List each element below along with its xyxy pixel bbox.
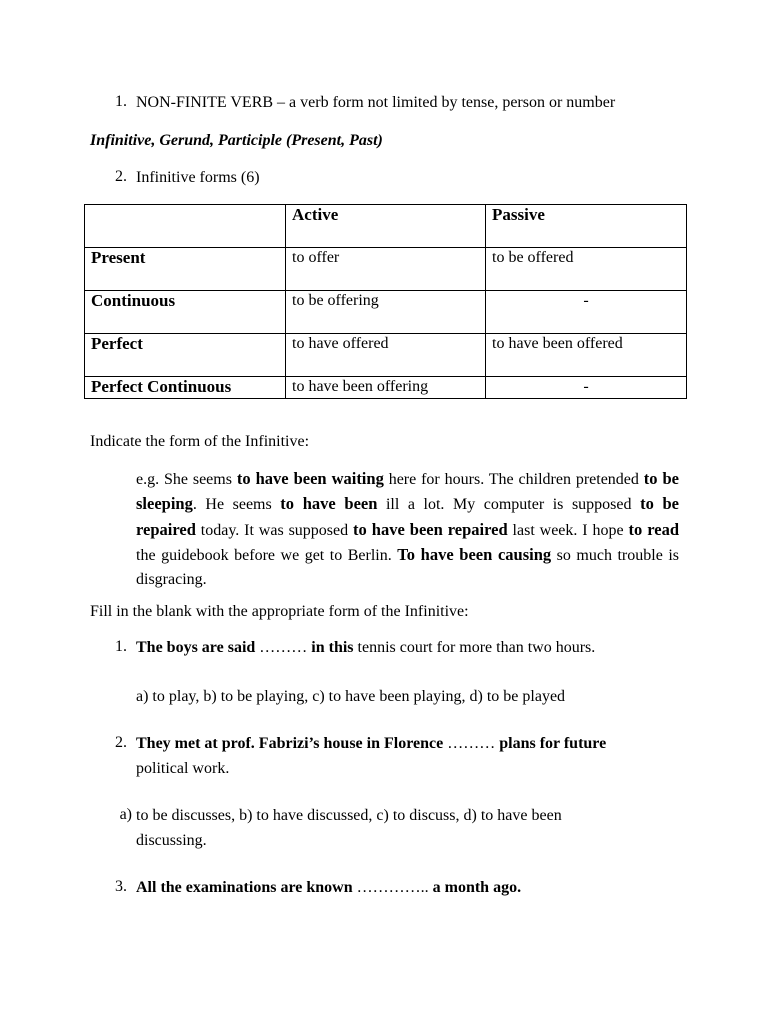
- active-cell: to have been offering: [286, 377, 486, 399]
- blank-dots: ………: [255, 639, 312, 656]
- infinitive-forms-table: [84, 204, 687, 399]
- fill-heading: Fill in the blank with the appropriate form of the Infinitive:: [90, 603, 469, 620]
- example-text: . He seems: [192, 496, 281, 514]
- question-number: 2.: [115, 734, 127, 751]
- table-row: [85, 377, 687, 399]
- example-text: last week. I hope: [507, 521, 629, 539]
- question-bold-text: All the examinations are known: [136, 879, 353, 896]
- table-header-row: [85, 205, 687, 248]
- example-bold-phrase: to be repaired: [136, 494, 680, 539]
- example-text: the guidebook before we get to Berlin.: [136, 546, 398, 564]
- active-cell: to offer: [286, 248, 486, 291]
- question-text: [136, 878, 521, 898]
- example-bold-phrase: to be sleeping: [136, 469, 680, 514]
- question-bold-text: plans for future: [499, 735, 607, 752]
- example-text: today. It was supposed: [195, 521, 354, 539]
- answer-options: a) to play, b) to be playing, c) to have been playing, d) to be played: [136, 688, 566, 705]
- example-text: ill a lot. My computer is supposed: [377, 496, 641, 514]
- example-bold-phrase: to have been waiting: [236, 469, 384, 488]
- infinitive-forms-heading: Infinitive forms (6): [136, 169, 260, 186]
- list-number: 2.: [115, 168, 127, 185]
- example-bold-phrase: to read: [628, 519, 680, 539]
- question-bold-text: They met at prof. Fabrizi’s house in Florence: [136, 735, 444, 752]
- example-paragraph: [136, 467, 679, 592]
- answer-options: to be discusses, b) to have discussed, c) to discuss, d) to have been: [136, 807, 562, 824]
- non-finite-verb-definition: NON-FINITE VERB – a verb form not limited by tense, person or number: [136, 94, 616, 111]
- question-number: 3.: [115, 878, 127, 895]
- active-cell: to be offering: [286, 291, 486, 334]
- question-bold-text: a month ago.: [432, 879, 522, 896]
- question-bold-text: in this: [311, 639, 354, 656]
- table-row: [85, 291, 687, 334]
- forms-heading: Infinitive, Gerund, Participle (Present, Past): [90, 132, 383, 149]
- question-text-continued: political work.: [136, 760, 230, 777]
- indicate-heading: Indicate the form of the Infinitive:: [90, 433, 310, 450]
- question-rest-text: tennis court for more than two hours.: [353, 639, 596, 656]
- example-bold-phrase: To have been causing: [397, 544, 552, 564]
- question-number: 1.: [115, 638, 127, 655]
- active-cell: to have offered: [286, 334, 486, 377]
- table-header-cell: [85, 205, 286, 248]
- passive-cell: to be offered: [486, 248, 687, 291]
- question-text: [136, 638, 595, 658]
- answer-options-continued: discussing.: [136, 832, 207, 849]
- form-name-cell: Present: [85, 248, 286, 291]
- question-bold-text: The boys are said: [136, 639, 256, 656]
- table-header-cell: Active: [286, 205, 486, 248]
- example-bold-phrase: to have been: [280, 494, 378, 514]
- table-header-cell: Passive: [486, 205, 687, 248]
- example-text: here for hours. The children pretended: [383, 471, 644, 488]
- form-name-cell: Perfect Continuous: [85, 377, 286, 399]
- option-label: a): [119, 806, 132, 823]
- table-row: [85, 248, 687, 291]
- passive-cell: to have been offered: [486, 334, 687, 377]
- blank-dots: ………: [443, 735, 500, 752]
- question-text: [136, 734, 606, 754]
- passive-cell: -: [486, 377, 687, 399]
- form-name-cell: Perfect: [85, 334, 286, 377]
- table-row: [85, 334, 687, 377]
- list-number: 1.: [115, 93, 127, 110]
- form-name-cell: Continuous: [85, 291, 286, 334]
- blank-dots: …………..: [352, 879, 433, 896]
- example-text: so much trouble is disgracing.: [136, 546, 679, 589]
- example-text: e.g. She seems: [136, 471, 237, 488]
- passive-cell: -: [486, 291, 687, 334]
- example-bold-phrase: to have been repaired: [353, 519, 508, 539]
